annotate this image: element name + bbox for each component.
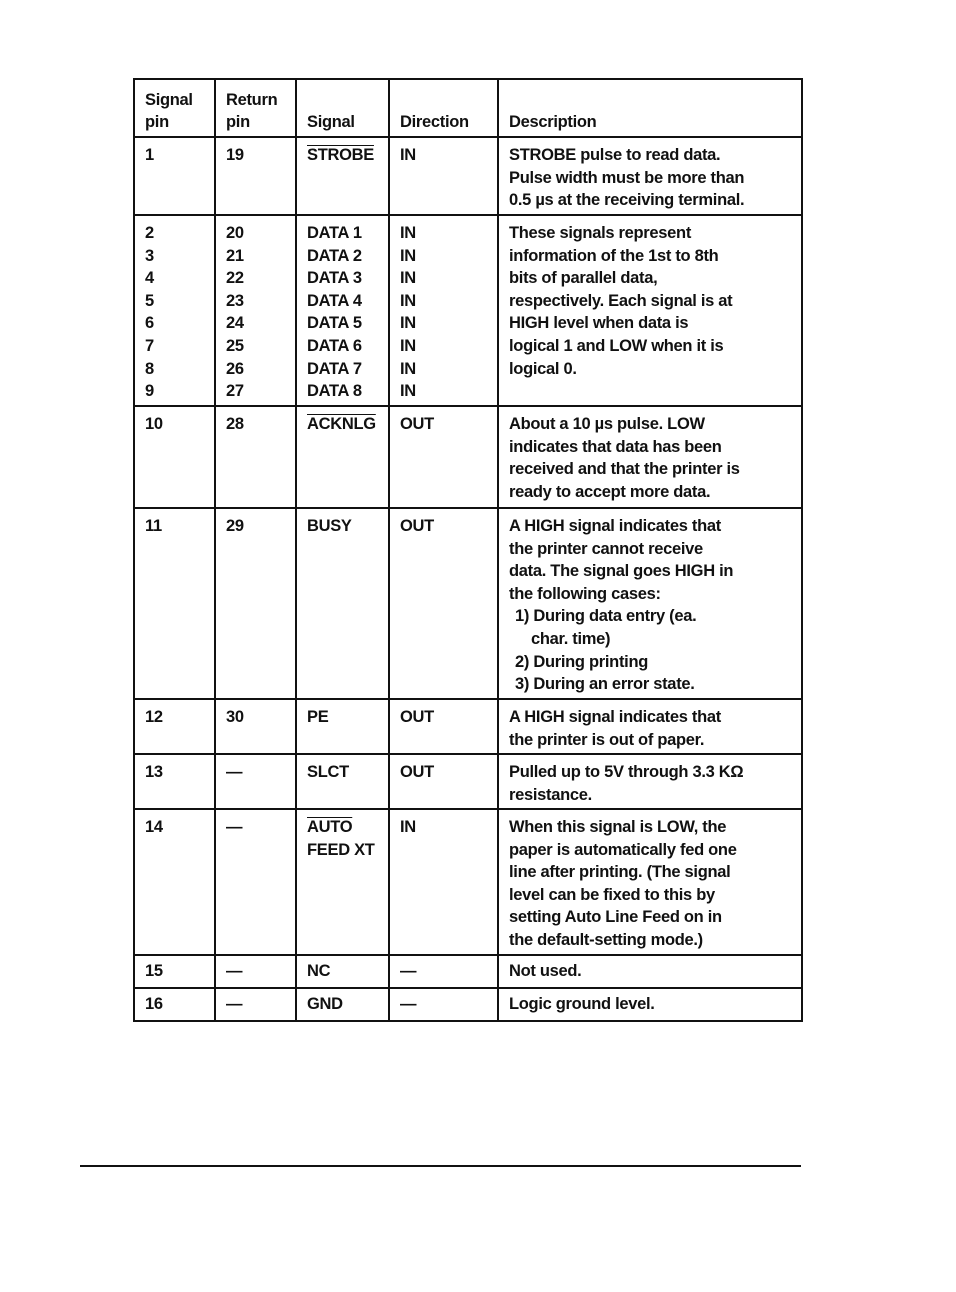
table-row [134, 988, 802, 1021]
direction-value: IN [400, 336, 416, 355]
table-body [134, 137, 802, 1021]
cell-description [498, 754, 802, 809]
description-line: STROBE pulse to read data. [509, 146, 721, 164]
description-line: HIGH level when data is [509, 314, 689, 333]
cell-signal [296, 809, 389, 955]
return-pin-value: 21 [226, 246, 244, 265]
cell-direction [389, 809, 498, 955]
cell-description [498, 699, 802, 754]
description-line: When this signal is LOW, the [509, 818, 727, 836]
cell-direction [389, 508, 498, 699]
signal-value: DATA 3 [307, 269, 362, 288]
pin-value: 11 [145, 517, 162, 535]
direction-value: IN [400, 818, 416, 836]
signal-value: DATA 2 [307, 246, 362, 265]
cell-signal [296, 955, 389, 988]
cell-pin [134, 215, 215, 406]
header-return-pin: Return pin [215, 79, 296, 137]
return-pin-value: — [226, 962, 243, 980]
cell-direction [389, 406, 498, 508]
return-pin-value: 30 [226, 708, 244, 726]
pin-value: 6 [145, 314, 154, 333]
description-line: Not used. [509, 962, 582, 980]
cell-direction [389, 754, 498, 809]
cell-direction [389, 955, 498, 988]
pin-value: 2 [145, 224, 154, 242]
description-line: 0.5 µs at the receiving terminal. [509, 191, 745, 210]
description-line: line after printing. (The signal [509, 863, 731, 882]
description-line: indicates that data has been [509, 437, 722, 456]
table-header [134, 79, 802, 137]
cell-return-pin [215, 754, 296, 809]
cell-description [498, 988, 802, 1021]
return-pin-value: — [226, 763, 243, 781]
signal-value: GND [307, 995, 343, 1013]
header-signal: Signal [296, 79, 389, 137]
cell-description [498, 137, 802, 215]
pin-value: 14 [145, 818, 163, 836]
signal-value: DATA 7 [307, 359, 362, 378]
cell-signal [296, 137, 389, 215]
signal-value: AUTO [307, 818, 353, 836]
return-pin-value: — [226, 818, 243, 836]
cell-return-pin [215, 137, 296, 215]
return-pin-value: 29 [226, 517, 244, 535]
cell-signal [296, 699, 389, 754]
cell-signal [296, 754, 389, 809]
cell-pin [134, 406, 215, 508]
signal-value: ACKNLG [307, 415, 376, 433]
pin-value: 9 [145, 382, 154, 401]
return-pin-value: — [226, 995, 243, 1013]
description-line: ready to accept more data. [509, 482, 711, 501]
cell-return-pin [215, 699, 296, 754]
description-line: resistance. [509, 785, 592, 804]
cell-description [498, 406, 802, 508]
return-pin-value: 24 [226, 314, 244, 333]
direction-value: IN [400, 146, 416, 164]
pin-value: 4 [145, 269, 154, 288]
table-row [134, 699, 802, 754]
description-line: the following cases: [509, 584, 661, 603]
description-line: logical 0. [509, 359, 577, 378]
cell-direction [389, 215, 498, 406]
table-row [134, 955, 802, 988]
description-line: received and that the printer is [509, 460, 740, 479]
table-row [134, 809, 802, 955]
pin-value: 13 [145, 763, 163, 781]
description-line: Logic ground level. [509, 995, 655, 1013]
return-pin-value: 27 [226, 382, 244, 401]
signal-value: DATA 8 [307, 382, 362, 401]
direction-value: IN [400, 269, 416, 288]
description-line: respectively. Each signal is at [509, 291, 733, 310]
pin-value: 16 [145, 995, 163, 1013]
signal-value: STROBE [307, 146, 374, 164]
cell-description [498, 508, 802, 699]
cell-return-pin [215, 215, 296, 406]
cell-return-pin [215, 406, 296, 508]
cell-direction [389, 699, 498, 754]
direction-value: — [400, 962, 417, 980]
table-row [134, 754, 802, 809]
header-signal-pin: Signal pin [134, 79, 215, 137]
pin-value: 5 [145, 291, 154, 310]
return-pin-value: 22 [226, 269, 244, 288]
signal-value: DATA 6 [307, 336, 362, 355]
cell-return-pin [215, 988, 296, 1021]
description-line: level can be fixed to this by [509, 885, 715, 904]
signal-value: NC [307, 962, 331, 980]
cell-signal [296, 988, 389, 1021]
pin-value: 3 [145, 246, 154, 265]
signal-value: PE [307, 708, 329, 726]
pin-value: 7 [145, 336, 154, 355]
direction-value: IN [400, 314, 416, 333]
header-row [134, 79, 802, 137]
cell-signal [296, 508, 389, 699]
return-pin-value: 20 [226, 224, 244, 242]
return-pin-value: 26 [226, 359, 244, 378]
pin-value: 1 [145, 146, 154, 164]
cell-pin [134, 508, 215, 699]
cell-pin [134, 809, 215, 955]
description-line: A HIGH signal indicates that [509, 708, 721, 726]
return-pin-value: 25 [226, 336, 244, 355]
description-line: 3) During an error state. [515, 675, 695, 694]
footer-rule [80, 1165, 801, 1167]
description-line: Pulled up to 5V through 3.3 KΩ [509, 763, 744, 781]
pin-value: 15 [145, 962, 163, 980]
description-line: information of the 1st to 8th [509, 246, 719, 265]
signal-value: DATA 5 [307, 314, 362, 333]
cell-signal [296, 215, 389, 406]
cell-pin [134, 955, 215, 988]
cell-pin [134, 754, 215, 809]
pin-value: 10 [145, 415, 163, 433]
direction-value: IN [400, 382, 416, 401]
cell-return-pin [215, 955, 296, 988]
cell-direction [389, 137, 498, 215]
description-line: the printer is out of paper. [509, 730, 705, 749]
signal-value: BUSY [307, 517, 352, 535]
description-line: paper is automatically fed one [509, 840, 737, 859]
cell-signal [296, 406, 389, 508]
direction-value: OUT [400, 517, 434, 535]
direction-value: IN [400, 224, 416, 242]
cell-pin [134, 699, 215, 754]
description-line: 2) During printing [515, 652, 648, 671]
description-line: About a 10 µs pulse. LOW [509, 415, 705, 433]
cell-return-pin [215, 508, 296, 699]
return-pin-value: 23 [226, 291, 244, 310]
direction-value: OUT [400, 763, 434, 781]
direction-value: OUT [400, 415, 434, 433]
description-line: logical 1 and LOW when it is [509, 336, 724, 355]
direction-value: IN [400, 359, 416, 378]
direction-value: OUT [400, 708, 434, 726]
table-row [134, 508, 802, 699]
signal-table [133, 78, 803, 1022]
header-direction: Direction [389, 79, 498, 137]
description-line: char. time) [531, 629, 611, 648]
cell-pin [134, 988, 215, 1021]
signal-value: DATA 1 [307, 224, 362, 242]
description-line: the default-setting mode.) [509, 930, 703, 949]
header-description: Description [498, 79, 802, 137]
description-line: the printer cannot receive [509, 539, 703, 558]
table-row [134, 137, 802, 215]
description-line: A HIGH signal indicates that [509, 517, 721, 535]
cell-direction [389, 988, 498, 1021]
signal-value: DATA 4 [307, 291, 362, 310]
cell-return-pin [215, 809, 296, 955]
description-line: Pulse width must be more than [509, 168, 745, 187]
direction-value: IN [400, 291, 416, 310]
description-line: 1) During data entry (ea. [515, 607, 697, 626]
cell-description [498, 809, 802, 955]
pin-value: 12 [145, 708, 163, 726]
description-line: data. The signal goes HIGH in [509, 562, 734, 581]
pin-value: 8 [145, 359, 154, 378]
description-line: These signals represent [509, 224, 692, 242]
description-line: setting Auto Line Feed on in [509, 908, 722, 927]
return-pin-value: 19 [226, 146, 244, 164]
direction-value: IN [400, 246, 416, 265]
table-row [134, 215, 802, 406]
cell-description [498, 955, 802, 988]
table-row [134, 406, 802, 508]
direction-value: — [400, 995, 417, 1013]
return-pin-value: 28 [226, 415, 244, 433]
cell-pin [134, 137, 215, 215]
signal-value: SLCT [307, 763, 349, 781]
cell-description [498, 215, 802, 406]
signal-value: FEED XT [307, 840, 375, 859]
description-line: bits of parallel data, [509, 269, 658, 288]
